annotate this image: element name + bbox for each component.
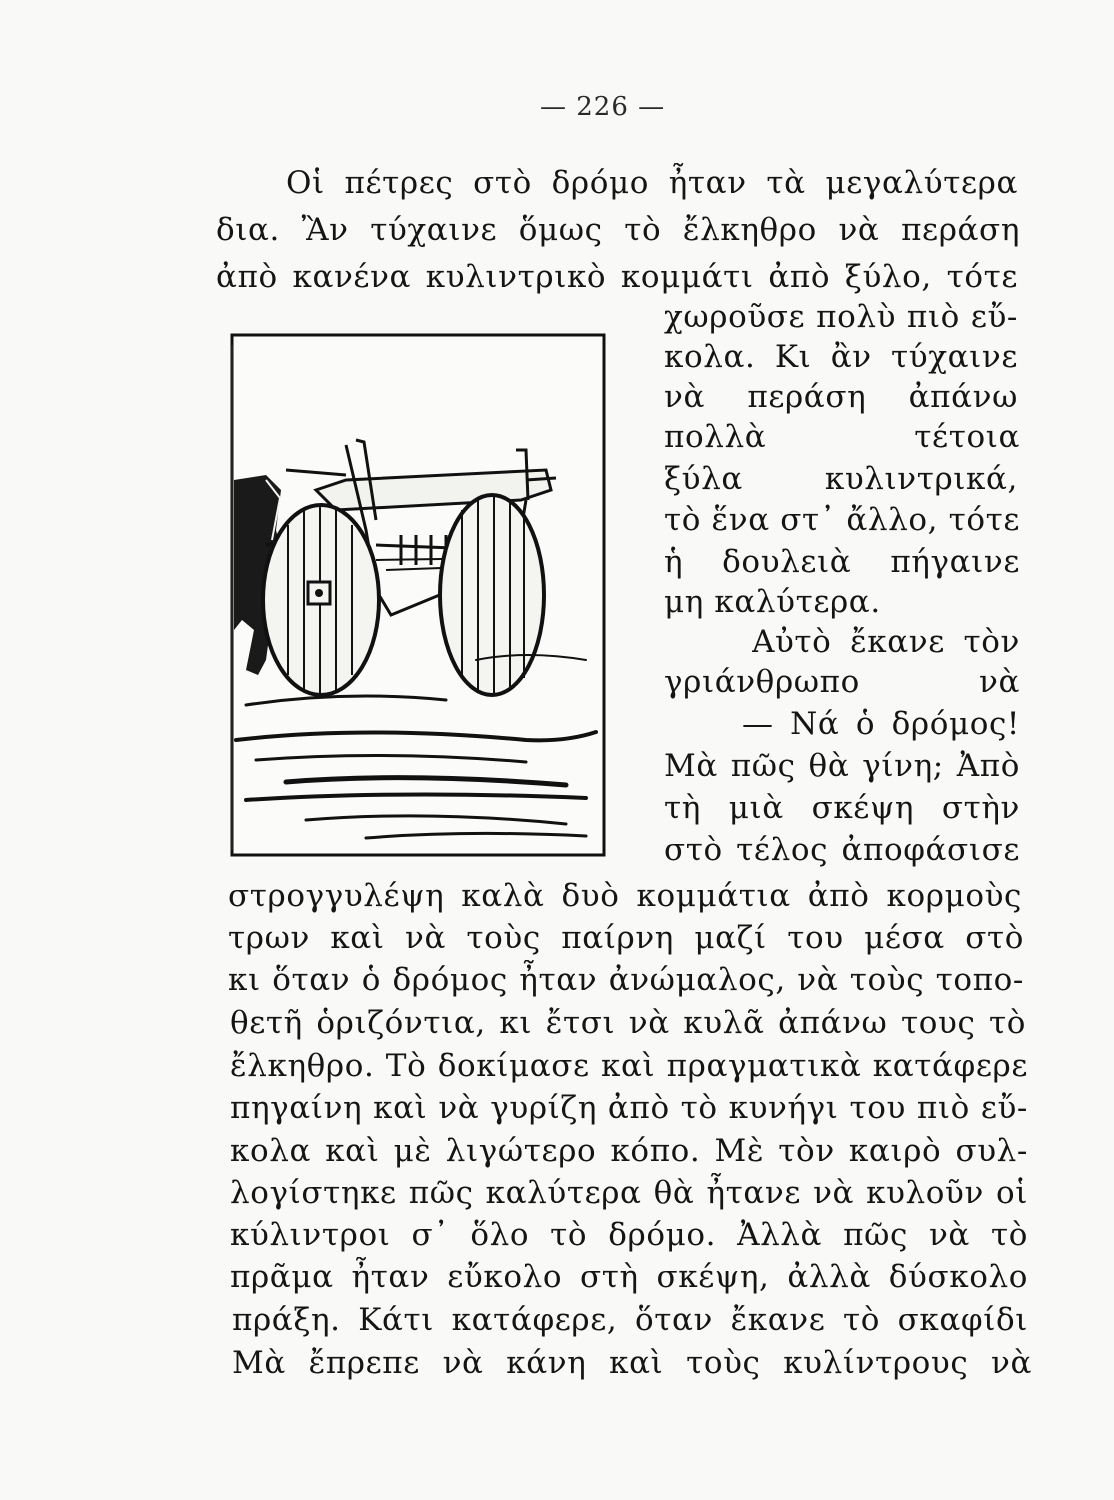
text-line: Οἱ πέτρες στὸ δρόμο ἦταν τὰ μεγαλύτερα: [286, 165, 1018, 201]
text-line: στρογγυλέψη καλὰ δυὸ κομμάτια ἀπὸ κορμοὺς: [228, 878, 1022, 914]
text-line: Αὐτὸ ἔκανε τὸν: [752, 624, 1020, 660]
page-number: — 226 —: [540, 92, 666, 122]
text-line: κολα. Κι ἂν τύχαινε: [664, 339, 1018, 375]
text-line: — Νά ὁ δρόμος!: [742, 706, 1020, 742]
text-line: ἔλκηθρο. Τὸ δοκίμασε καὶ πραγματικὰ κατάφερε: [230, 1048, 1028, 1084]
text-line: μη καλύτερα.: [664, 584, 881, 620]
text-line: ξύλα κυλιντρικά,: [664, 461, 1018, 497]
text-line: κολα καὶ μὲ λιγώτερο κόπο. Μὲ τὸν καιρὸ συλ-: [230, 1133, 1028, 1169]
text-line: στὸ τέλος ἀποφάσισε: [664, 832, 1020, 868]
text-line: γριάνθρωπο νὰ: [664, 664, 1020, 700]
text-line: τὴ μιὰ σκέψη στὴν: [664, 790, 1020, 826]
text-line: πηγαίνη καὶ νὰ γυρίζη ἀπὸ τὸ κυνήγι του πιὸ εὔ-: [230, 1090, 1028, 1126]
text-line: χωροῦσε πολὺ πιὸ εὔ-: [664, 299, 1018, 335]
text-line: Μὰ ἔπρεπε νὰ κάνη καὶ τοὺς κυλίντρους νὰ: [232, 1345, 1032, 1381]
text-line: ἀπὸ κανένα κυλιντρικὸ κομμάτι ἀπὸ ξύλο, τότε: [216, 259, 1018, 295]
wheeled-cart-illustration-icon: [226, 330, 610, 860]
text-line: θετῆ ὁριζόντια, κι ἔτσι νὰ κυλᾶ ἀπάνω τους τὸ: [230, 1005, 1026, 1041]
text-line: λογίστηκε πῶς καλύτερα θὰ ἦτανε νὰ κυλοῦν οἱ: [230, 1175, 1028, 1211]
text-line: Μὰ πῶς θὰ γίνη; Ἀπὸ: [664, 748, 1020, 784]
text-line: τὸ ἕνα στ᾽ ἄλλο, τότε: [664, 502, 1020, 538]
text-line: κύλιντροι σ᾽ ὅλο τὸ δρόμο. Ἀλλὰ πῶς νὰ τὸ: [230, 1217, 1028, 1253]
text-line: τρων καὶ νὰ τοὺς παίρνη μαζί του μέσα στὸ: [228, 920, 1024, 956]
text-line: δια. Ἂν τύχαινε ὅμως τὸ ἔλκηθρο νὰ περάση: [216, 212, 1020, 248]
text-line: ἡ δουλειὰ πήγαινε: [664, 544, 1020, 580]
text-line: πρᾶμα ἦταν εὔκολο στὴ σκέψη, ἀλλὰ δύσκολο: [230, 1259, 1028, 1295]
text-line: πράξη. Κάτι κατάφερε, ὅταν ἔκανε τὸ σκαφίδι: [232, 1302, 1028, 1338]
text-line: νὰ περάση ἀπάνω: [664, 379, 1018, 415]
text-line: πολλὰ τέτοια: [664, 419, 1020, 455]
text-line: κι ὅταν ὁ δρόμος ἦταν ἀνώμαλος, νὰ τοὺς τοπο-: [228, 962, 1024, 998]
